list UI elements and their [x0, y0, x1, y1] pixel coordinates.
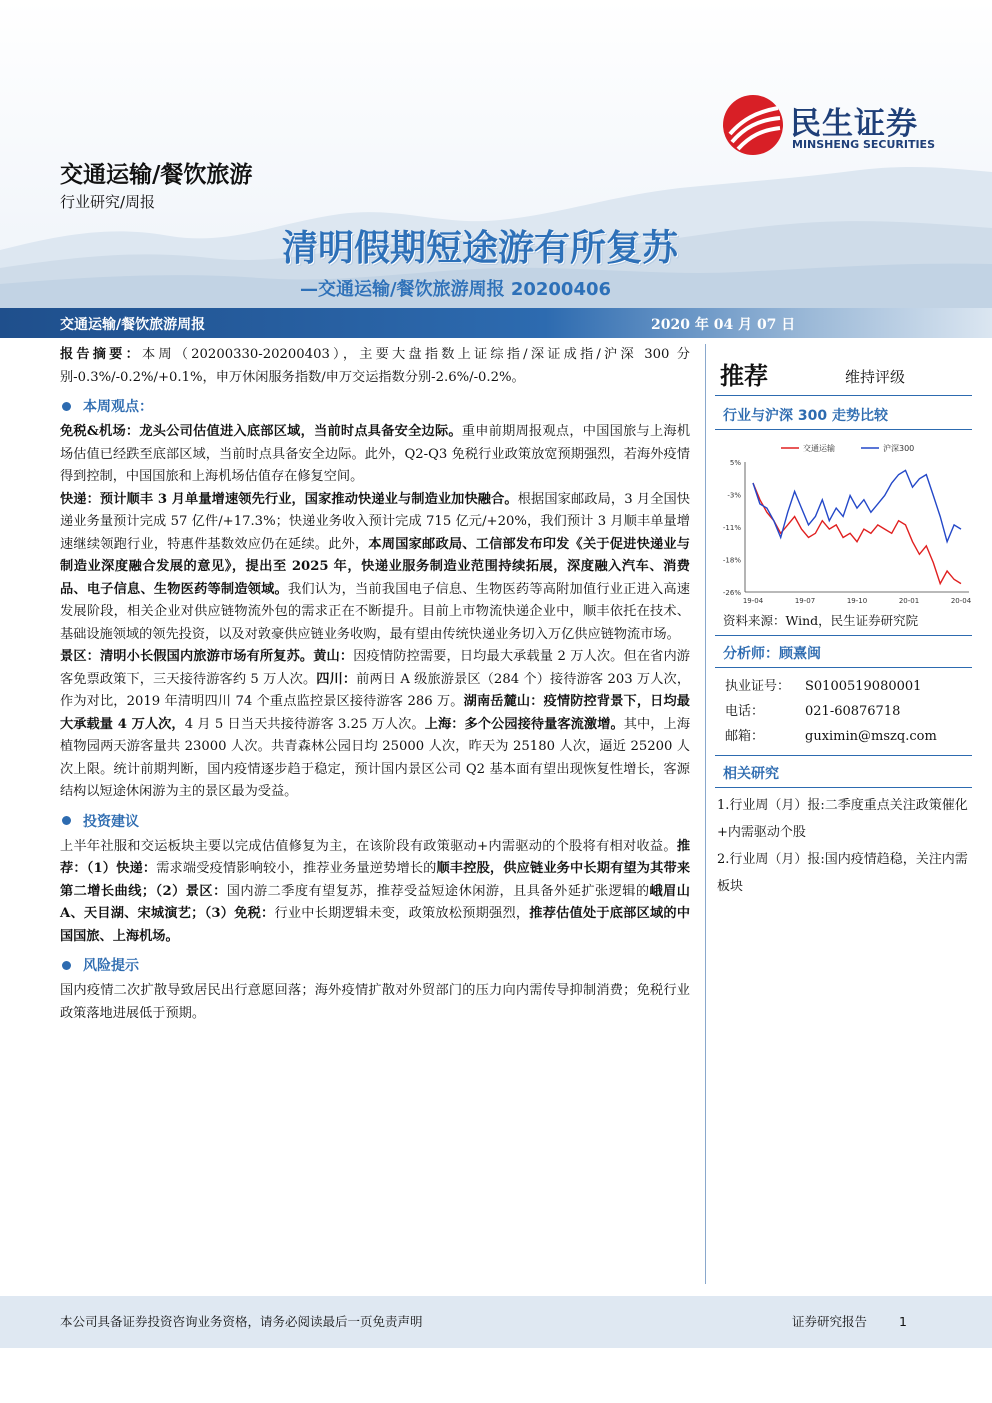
- section-view-heading: [60, 395, 690, 417]
- view-express-text-2: 我们认为，当前我国电子信息、生物医药等高附加值行业正进入高速发展阶段，相关企业对供应链物流外包的需求正在不断提升。目前上市物流快递企业中，顺丰依托在技术、基础设施领域的领先投资，以及对敦豪供应链业务收购，最有望由传统快递业务切入万亿供应链物流市场。: [60, 581, 690, 642]
- logo-chinese-name: 民生证券: [790, 106, 918, 142]
- report-date: 2020 年 04 月 07 日: [651, 317, 796, 333]
- section-risk-heading: [60, 954, 690, 976]
- page-footer: [0, 1296, 992, 1348]
- invest-text-4: 行业中长期逻辑未变，政策放松预期强烈，: [274, 906, 530, 921]
- related-title: 相关研究: [715, 760, 972, 788]
- section-title: 本周观点：: [83, 399, 153, 415]
- analyst-title: 分析师：顾熹闽: [715, 640, 972, 668]
- view-scenic-text-4: 其中，上海植物园两天游客量共 23000 人次。共青森林公园日均 25000 人次，昨天为 25180 人次，逼近 25200 人次上限。统计前期判断，国内疫情逐步趋于稳定，预计国内景区公司 Q2 基本面有望出现恢复性增长，客源结构以短途休闲游为主的景区最为受益。: [60, 716, 691, 799]
- band-report-name: 交通运输/餐饮旅游周报: [60, 317, 206, 333]
- view-scenic-paragraph: [60, 646, 690, 804]
- summary-paragraph: [60, 344, 690, 389]
- rating-label: 推荐: [720, 362, 768, 390]
- y-tick-label: -26%: [722, 589, 741, 597]
- invest-bold-3: 峨眉山 A、天目湖、宋城演艺；（3）免税：: [60, 883, 690, 921]
- footer-report-type: 证券研究报告: [792, 1314, 868, 1329]
- y-tick-label: -3%: [727, 491, 741, 500]
- logo-english-name: MINSHENG SECURITIES: [792, 138, 935, 151]
- view-scenic-lead: 景区：清明小长假国内旅游市场有所复苏。黄山：: [60, 649, 354, 664]
- tel-value: 021-60876718: [805, 704, 901, 719]
- view-duty-free-paragraph: [60, 421, 690, 489]
- bullet-dot-icon: [62, 961, 71, 970]
- x-tick-label: 20-01: [898, 597, 920, 605]
- report-header: [0, 0, 992, 308]
- footer-right: [792, 1312, 907, 1330]
- rating-note: 维持评级: [845, 368, 906, 386]
- side-column: [715, 344, 972, 900]
- risk-paragraph: 国内疫情二次扩散导致居民出行意愿回落；海外疫情扩散对外贸部门的压力向内需传导抑制消费；免税行业政策落地进展低于预期。: [60, 983, 690, 1021]
- chart-source: 资料来源：Wind，民生证券研究院: [715, 606, 972, 636]
- invest-paragraph: [60, 836, 690, 949]
- bullet-dot-icon: [62, 402, 71, 411]
- legend-label-hs300: 沪深300: [883, 444, 915, 453]
- summary-label: 报告摘要：: [60, 347, 142, 362]
- legend-label-transport: 交通运输: [803, 444, 835, 453]
- invest-bold-4: 推荐估值处于底部区域的中国国旅、上海机场。: [60, 906, 691, 944]
- section-invest-heading: [60, 810, 690, 832]
- rating-box: [715, 344, 972, 396]
- view-scenic-text-2: 前两日 A 级旅游景区（284 个）接待游客 203 万人次，作为对比，2019 年清明四川 74 个重点监控景区接待游客 286 万。: [60, 671, 691, 709]
- report-type: 行业研究/周报: [60, 193, 156, 211]
- related-item[interactable]: 1.行业周（月）报:二季度重点关注政策催化+内需驱动个股: [717, 798, 968, 840]
- related-item[interactable]: 2.行业周（月）报:国内疫情趋稳，关注内需板块: [717, 852, 968, 894]
- column-divider: [705, 344, 706, 1284]
- bullet-dot-icon: [62, 816, 71, 825]
- section-title: 投资建议: [83, 813, 139, 830]
- analyst-info: [715, 668, 972, 756]
- invest-bold-2: 顺丰控股，供应链业务中长期有望为其带来第二增长曲线；（2）景区：: [60, 861, 691, 899]
- tel-label: 电话：: [725, 704, 765, 719]
- series-line-hs300: [753, 470, 961, 541]
- y-tick-label: -18%: [722, 556, 741, 565]
- x-tick-label: 19-04: [742, 597, 764, 605]
- invest-text-3: 国内游二季度有望复苏，推荐受益短途休闲游，且具备外延扩张逻辑的: [226, 883, 650, 899]
- related-list: [715, 788, 972, 900]
- series-line-transport: [753, 483, 961, 584]
- company-logo: [722, 94, 962, 158]
- trend-chart: [715, 436, 972, 606]
- cert-value: S0100519080001: [805, 679, 922, 694]
- view-duty-free-text: 重申前期周报观点，中国国旅与上海机场估值已经跌至底部区域，当前时点具备安全边际。此外，Q2-Q3 免税行业政策放宽预期强烈，若海外疫情得到控制，中国国旅和上海机场估值存在修复空间。: [60, 424, 691, 484]
- report-title: 清明假期短途游有所复苏: [281, 228, 678, 269]
- view-express-text-1: 根据国家邮政局，3 月全国快递业务量预计完成 57 亿件/+17.3%；快递业务收入预计完成 715 亿元/+20%，我们预计 3 月顺丰单量增速继续领跑行业，特惠件基数效应仍在延续。此外，: [60, 491, 690, 552]
- view-duty-free-lead: 免税&机场：龙头公司估值进入底部区域，当前时点具备安全边际。: [60, 424, 462, 439]
- section-title: 风险提示: [83, 958, 139, 974]
- y-tick-label: -11%: [722, 524, 741, 532]
- cert-row: [715, 674, 972, 699]
- view-scenic-shanghai: 上海：多个公园接待量客流激增。: [424, 716, 624, 732]
- email-label: 邮箱：: [725, 729, 765, 744]
- report-subtitle: —交通运输/餐饮旅游周报 20200406: [300, 279, 612, 300]
- view-scenic-text-3: 4 月 5 日当天共接待游客 3.25 万人次。: [184, 716, 425, 732]
- trend-chart-svg: [715, 436, 972, 606]
- cert-label: 执业证号：: [725, 679, 791, 694]
- industry-label: 交通运输/餐饮旅游: [60, 162, 253, 188]
- x-tick-label: 20-04: [950, 597, 972, 605]
- view-express-paragraph: [60, 489, 690, 647]
- x-tick-label: 19-10: [846, 597, 868, 605]
- invest-text-2: 需求端受疫情影响较小，推荐业务量逆势增长的: [156, 861, 437, 876]
- y-tick-label: 5%: [729, 459, 741, 467]
- view-scenic-sichuan: 四川：: [316, 671, 357, 687]
- title-band: [0, 308, 992, 338]
- invest-text-1: 上半年社服和交运板块主要以完成估值修复为主，在该阶段有政策驱动+内需驱动的个股将有相对收益。: [60, 838, 677, 854]
- y-axis-ticks: [723, 459, 741, 597]
- minsheng-logo-icon: [722, 94, 784, 156]
- view-express-lead: 快递：预计顺丰 3 月单量增速领先行业，国家推动快递业与制造业加快融合。: [60, 491, 518, 507]
- view-express-policy: 本周国家邮政局、工信部发布印发《关于促进快递业与制造业深度融合发展的意见》，提出至 2025 年，快递业服务制造业范围持续拓展，深度融入汽车、消费品、电子信息、生物医药等制造领域。: [60, 536, 690, 597]
- tel-row: [715, 699, 972, 724]
- view-scenic-text-1: 因疫情防控需要，日均最大承载量 2 万人次。但在省内游客免票政策下，三天接待游客约 5 万人次。: [60, 649, 690, 687]
- email-value[interactable]: guximin@mszq.com: [805, 729, 937, 744]
- view-scenic-hunan: 湖南岳麓山：疫情防控背景下，日均最大承载量 4 万人次，: [60, 694, 690, 732]
- x-tick-label: 19-07: [794, 597, 816, 605]
- x-axis-ticks: [743, 597, 972, 605]
- invest-bold-1: 推荐：（1）快递：: [60, 838, 690, 876]
- page-number: 1: [898, 1314, 907, 1329]
- footer-disclaimer: 本公司具备证券投资咨询业务资格，请务必阅读最后一页免责声明: [60, 1314, 423, 1329]
- chart-title: 行业与沪深 300 走势比较: [715, 402, 972, 430]
- summary-text: 本周（20200330-20200403），主要大盘指数上证综指/深证成指/沪深 300 分别-0.3%/-0.2%/+0.1%，申万休闲服务指数/申万交运指数分别-2.6%/-0.2%。: [60, 347, 690, 385]
- main-column: [60, 344, 690, 1025]
- email-row: [715, 724, 972, 749]
